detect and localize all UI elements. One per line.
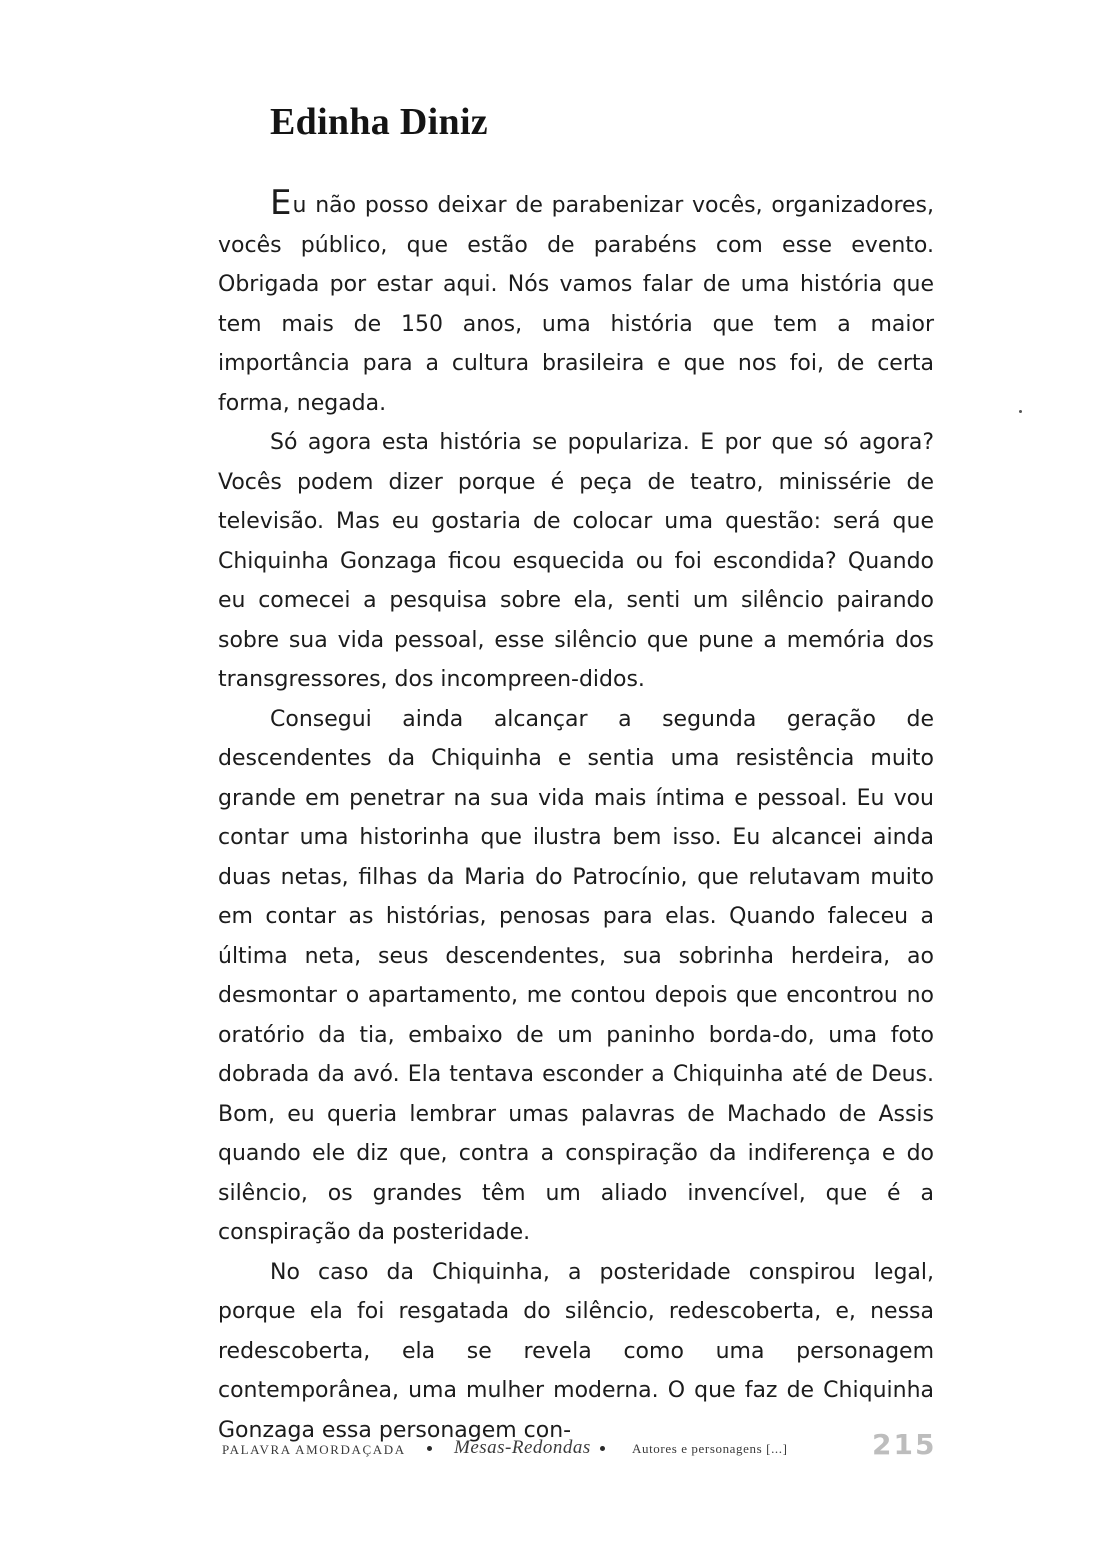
footer-book-title: PALAVRA AMORDAÇADA — [222, 1442, 406, 1457]
body-text — [218, 183, 934, 1450]
paragraph-3: Consegui ainda alcançar a segunda geração de descendentes da Chiquinha e sentia uma resistência muito grande em penetrar na sua vida mais íntima e pessoal. Eu vou contar uma historinha que ilustra bem isso. Eu alcancei ainda duas netas, filhas da Maria do Patrocínio, que relutavam muito em contar as histórias, penosas para elas. Quando faleceu a última neta, seus descendentes, sua sobrinha herdeira, ao desmontar o apartamento, me contou depois que encontrou no oratório da tia, embaixo de um paninho borda-do, uma foto dobrada da avó. Ela tentava esconder a Chiquinha até de Deus. Bom, eu queria lembrar umas palavras de Machado de Assis quando ele diz que, contra a conspiração da indiferença e do silêncio, os grandes têm um aliado invencível, que é a conspiração da posteridade. — [218, 706, 934, 1245]
paragraph-1 — [218, 183, 934, 423]
bullet-separator-icon — [427, 1446, 432, 1451]
page-number: 215 — [872, 1428, 937, 1461]
paragraph-4: No caso da Chiquinha, a posteridade conspirou legal, porque ela foi resgatada do silêncio, redescoberta, e, nessa redescoberta, ela se revela como uma personagem contemporânea, uma mulher moderna. O que faz de Chiquinha Gonzaga essa personagem con- — [218, 1259, 934, 1443]
paragraph-2: Só agora esta história se populariza. E por que só agora? Vocês podem dizer porque é peça de teatro, minissérie de televisão. Mas eu gostaria de colocar uma questão: será que Chiquinha Gonzaga ficou esquecida ou foi escondida? Quando eu comecei a pesquisa sobre ela, senti um silêncio pairando sobre sua vida pessoal, esse silêncio que pune a memória dos transgressores, dos incompreen-didos. — [218, 430, 934, 692]
footer-chapter-title: Autores e personagens [...] — [632, 1441, 788, 1456]
footer-section-title: Mesas-Redondas — [454, 1437, 591, 1458]
paragraph-1-text: u não posso deixar de parabenizar vocês, organizadores, vocês público, que estão de parabéns com esse evento. Obrigada por estar aqui. Nós vamos falar de uma história que tem mais de 150 anos, uma história que tem a maior importância para a cultura brasileira e que nos foi, de certa forma, negada. — [218, 193, 934, 416]
page-title: Edinha Diniz — [270, 101, 488, 143]
drop-cap: E — [270, 183, 292, 223]
running-footer — [222, 1428, 942, 1464]
scan-speck — [1019, 410, 1022, 413]
bullet-separator-icon — [600, 1446, 605, 1451]
